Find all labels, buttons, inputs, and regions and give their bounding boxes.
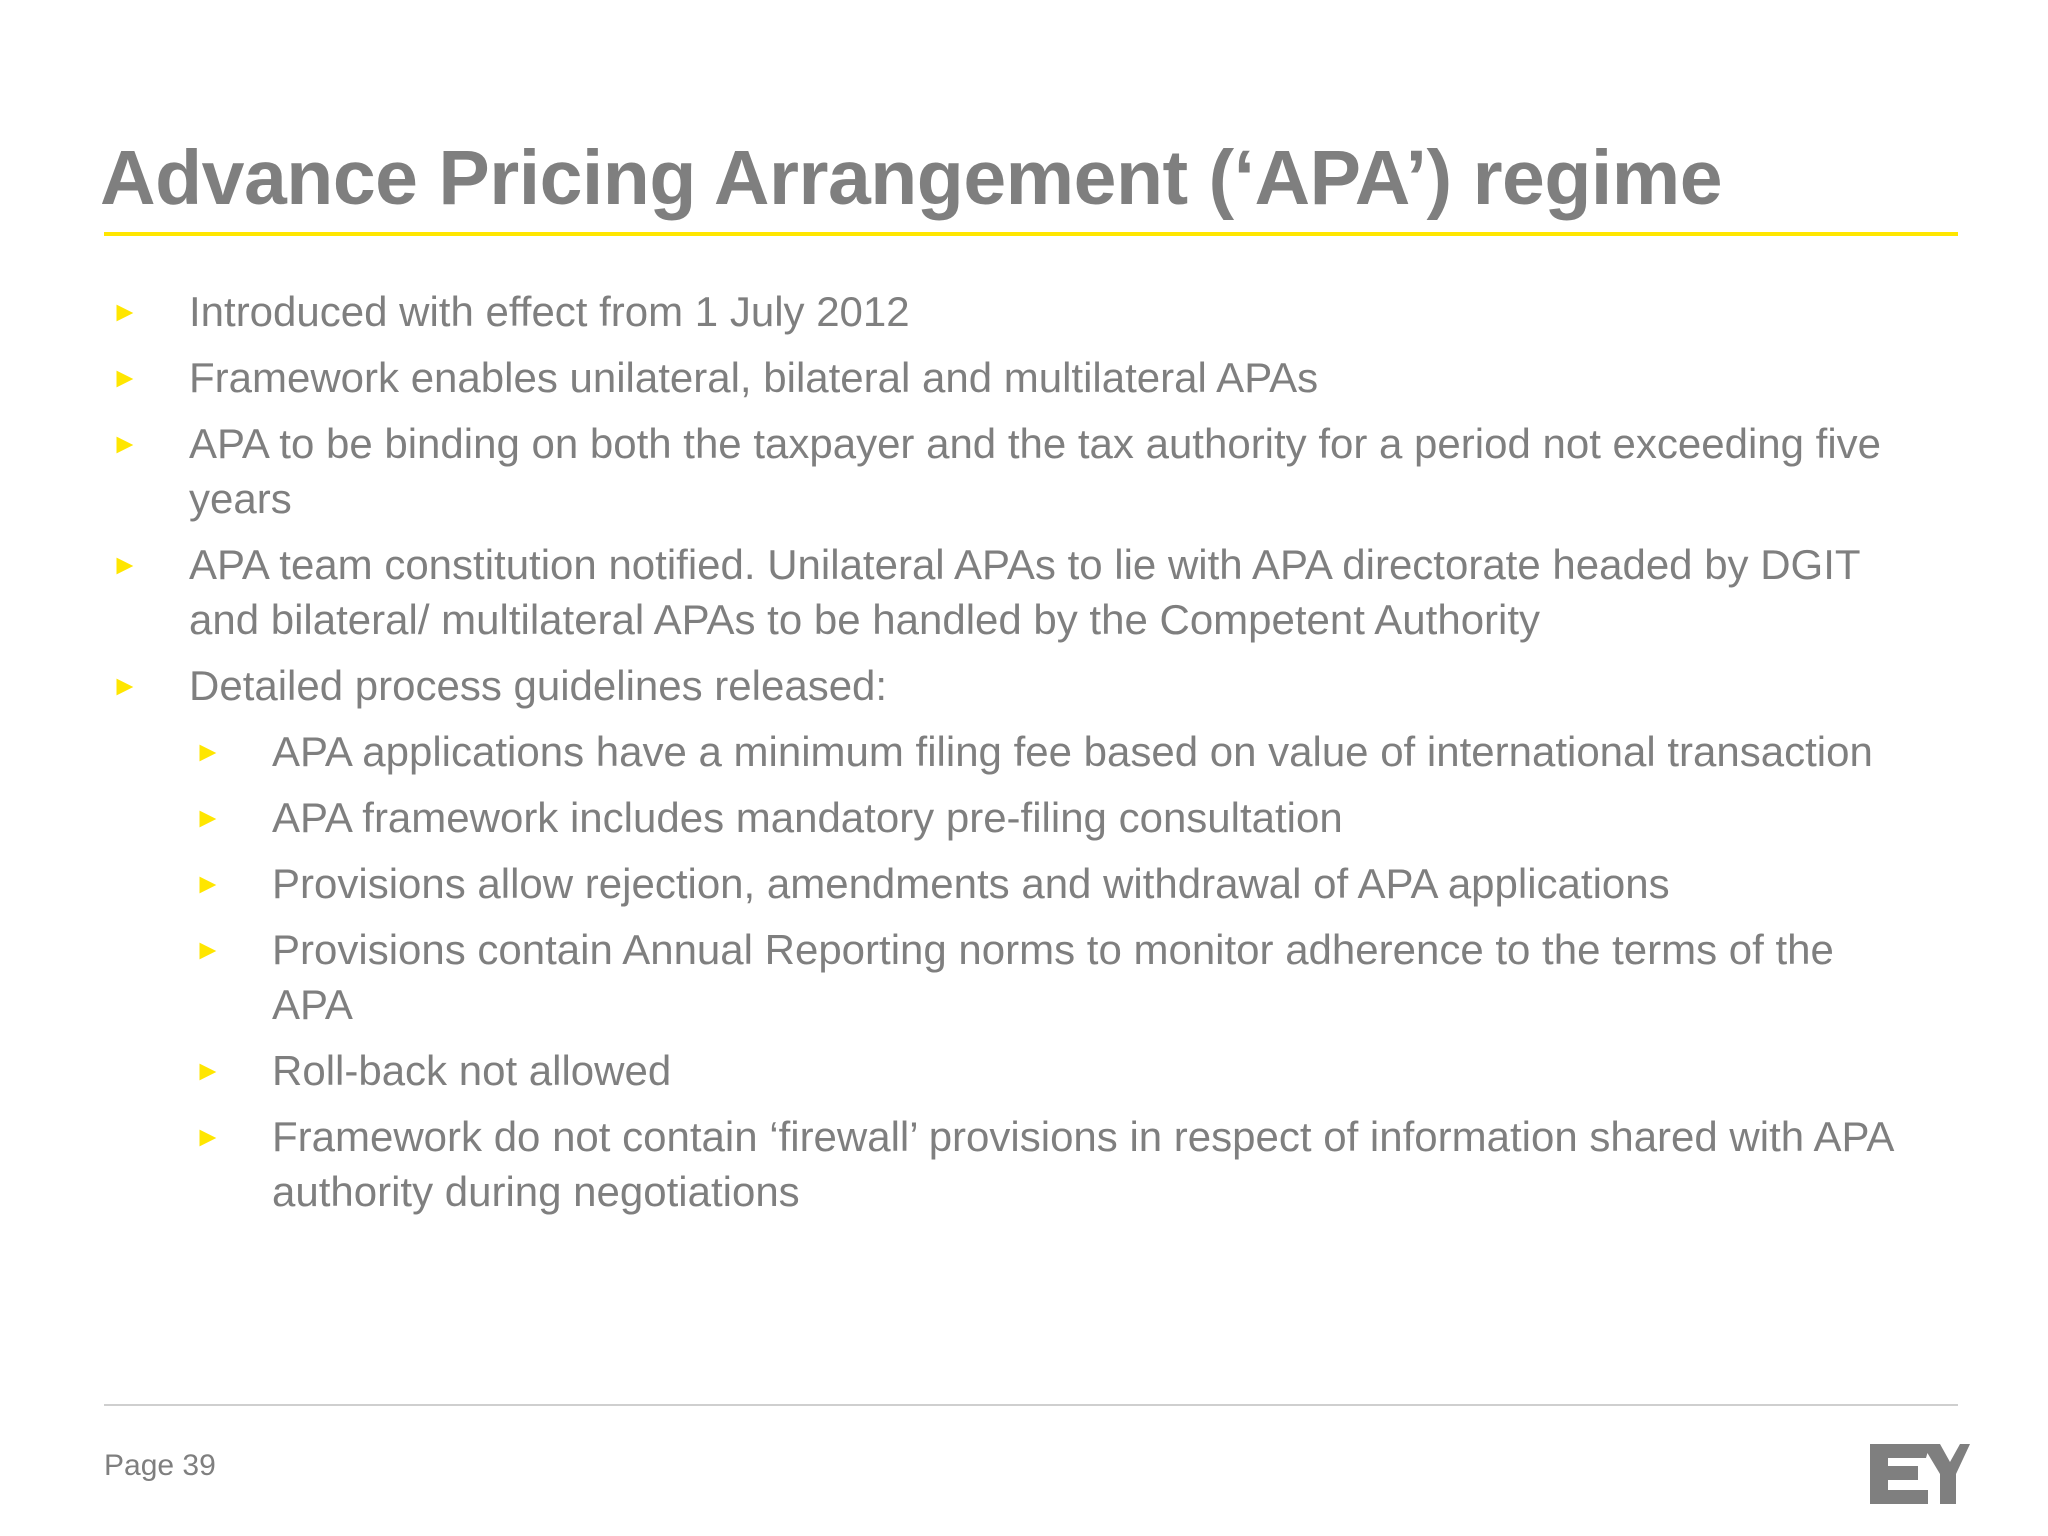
list-item-text: Provisions contain Annual Reporting norms to monitor adherence to the terms of the APA	[272, 926, 1834, 1028]
sub-list-item	[104, 1109, 1924, 1219]
list-item-text: Detailed process guidelines released:	[189, 662, 888, 709]
ey-logo	[1870, 1444, 1970, 1504]
list-item	[104, 284, 1924, 339]
triangle-right-icon: ►	[194, 1055, 222, 1086]
triangle-right-icon: ►	[111, 428, 139, 459]
list-item	[104, 537, 1924, 647]
triangle-right-icon: ►	[111, 549, 139, 580]
list-item-text: APA applications have a minimum filing fee based on value of international transaction	[272, 728, 1873, 775]
list-item	[104, 416, 1924, 526]
page-number: Page 39	[104, 1449, 216, 1482]
sub-list-item	[104, 856, 1924, 911]
list-item-text: APA framework includes mandatory pre-filing consultation	[272, 794, 1343, 841]
sub-list-item	[104, 922, 1924, 1032]
page-title: Advance Pricing Arrangement (‘APA’) regime	[100, 135, 1723, 221]
triangle-right-icon: ►	[194, 1121, 222, 1152]
list-item	[104, 350, 1924, 405]
list-item-text: Roll-back not allowed	[272, 1047, 672, 1094]
sub-list-item	[104, 724, 1924, 779]
sub-list-item	[104, 790, 1924, 845]
triangle-right-icon: ►	[194, 802, 222, 833]
triangle-right-icon: ►	[194, 868, 222, 899]
list-item-text: APA team constitution notified. Unilateral APAs to lie with APA directorate headed by DGIT and bilateral/ multilateral APAs to be handled by the Competent Authority	[189, 541, 1860, 643]
list-item-text: Introduced with effect from 1 July 2012	[189, 288, 910, 335]
list-item	[104, 658, 1924, 713]
list-item-text: Framework enables unilateral, bilateral and multilateral APAs	[189, 354, 1319, 401]
triangle-right-icon: ►	[111, 362, 139, 393]
bullet-list	[104, 284, 1924, 1230]
title-underline	[104, 232, 1958, 236]
triangle-right-icon: ►	[194, 736, 222, 767]
triangle-right-icon: ►	[111, 670, 139, 701]
list-item-text: Framework do not contain ‘firewall’ provisions in respect of information shared with APA authority during negotiations	[272, 1113, 1893, 1215]
triangle-right-icon: ►	[111, 296, 139, 327]
footer-divider	[104, 1404, 1958, 1406]
triangle-right-icon: ►	[194, 934, 222, 965]
sub-list-item	[104, 1043, 1924, 1098]
list-item-text: Provisions allow rejection, amendments and withdrawal of APA applications	[272, 860, 1670, 907]
list-item-text: APA to be binding on both the taxpayer and the tax authority for a period not exceeding five years	[189, 420, 1882, 522]
